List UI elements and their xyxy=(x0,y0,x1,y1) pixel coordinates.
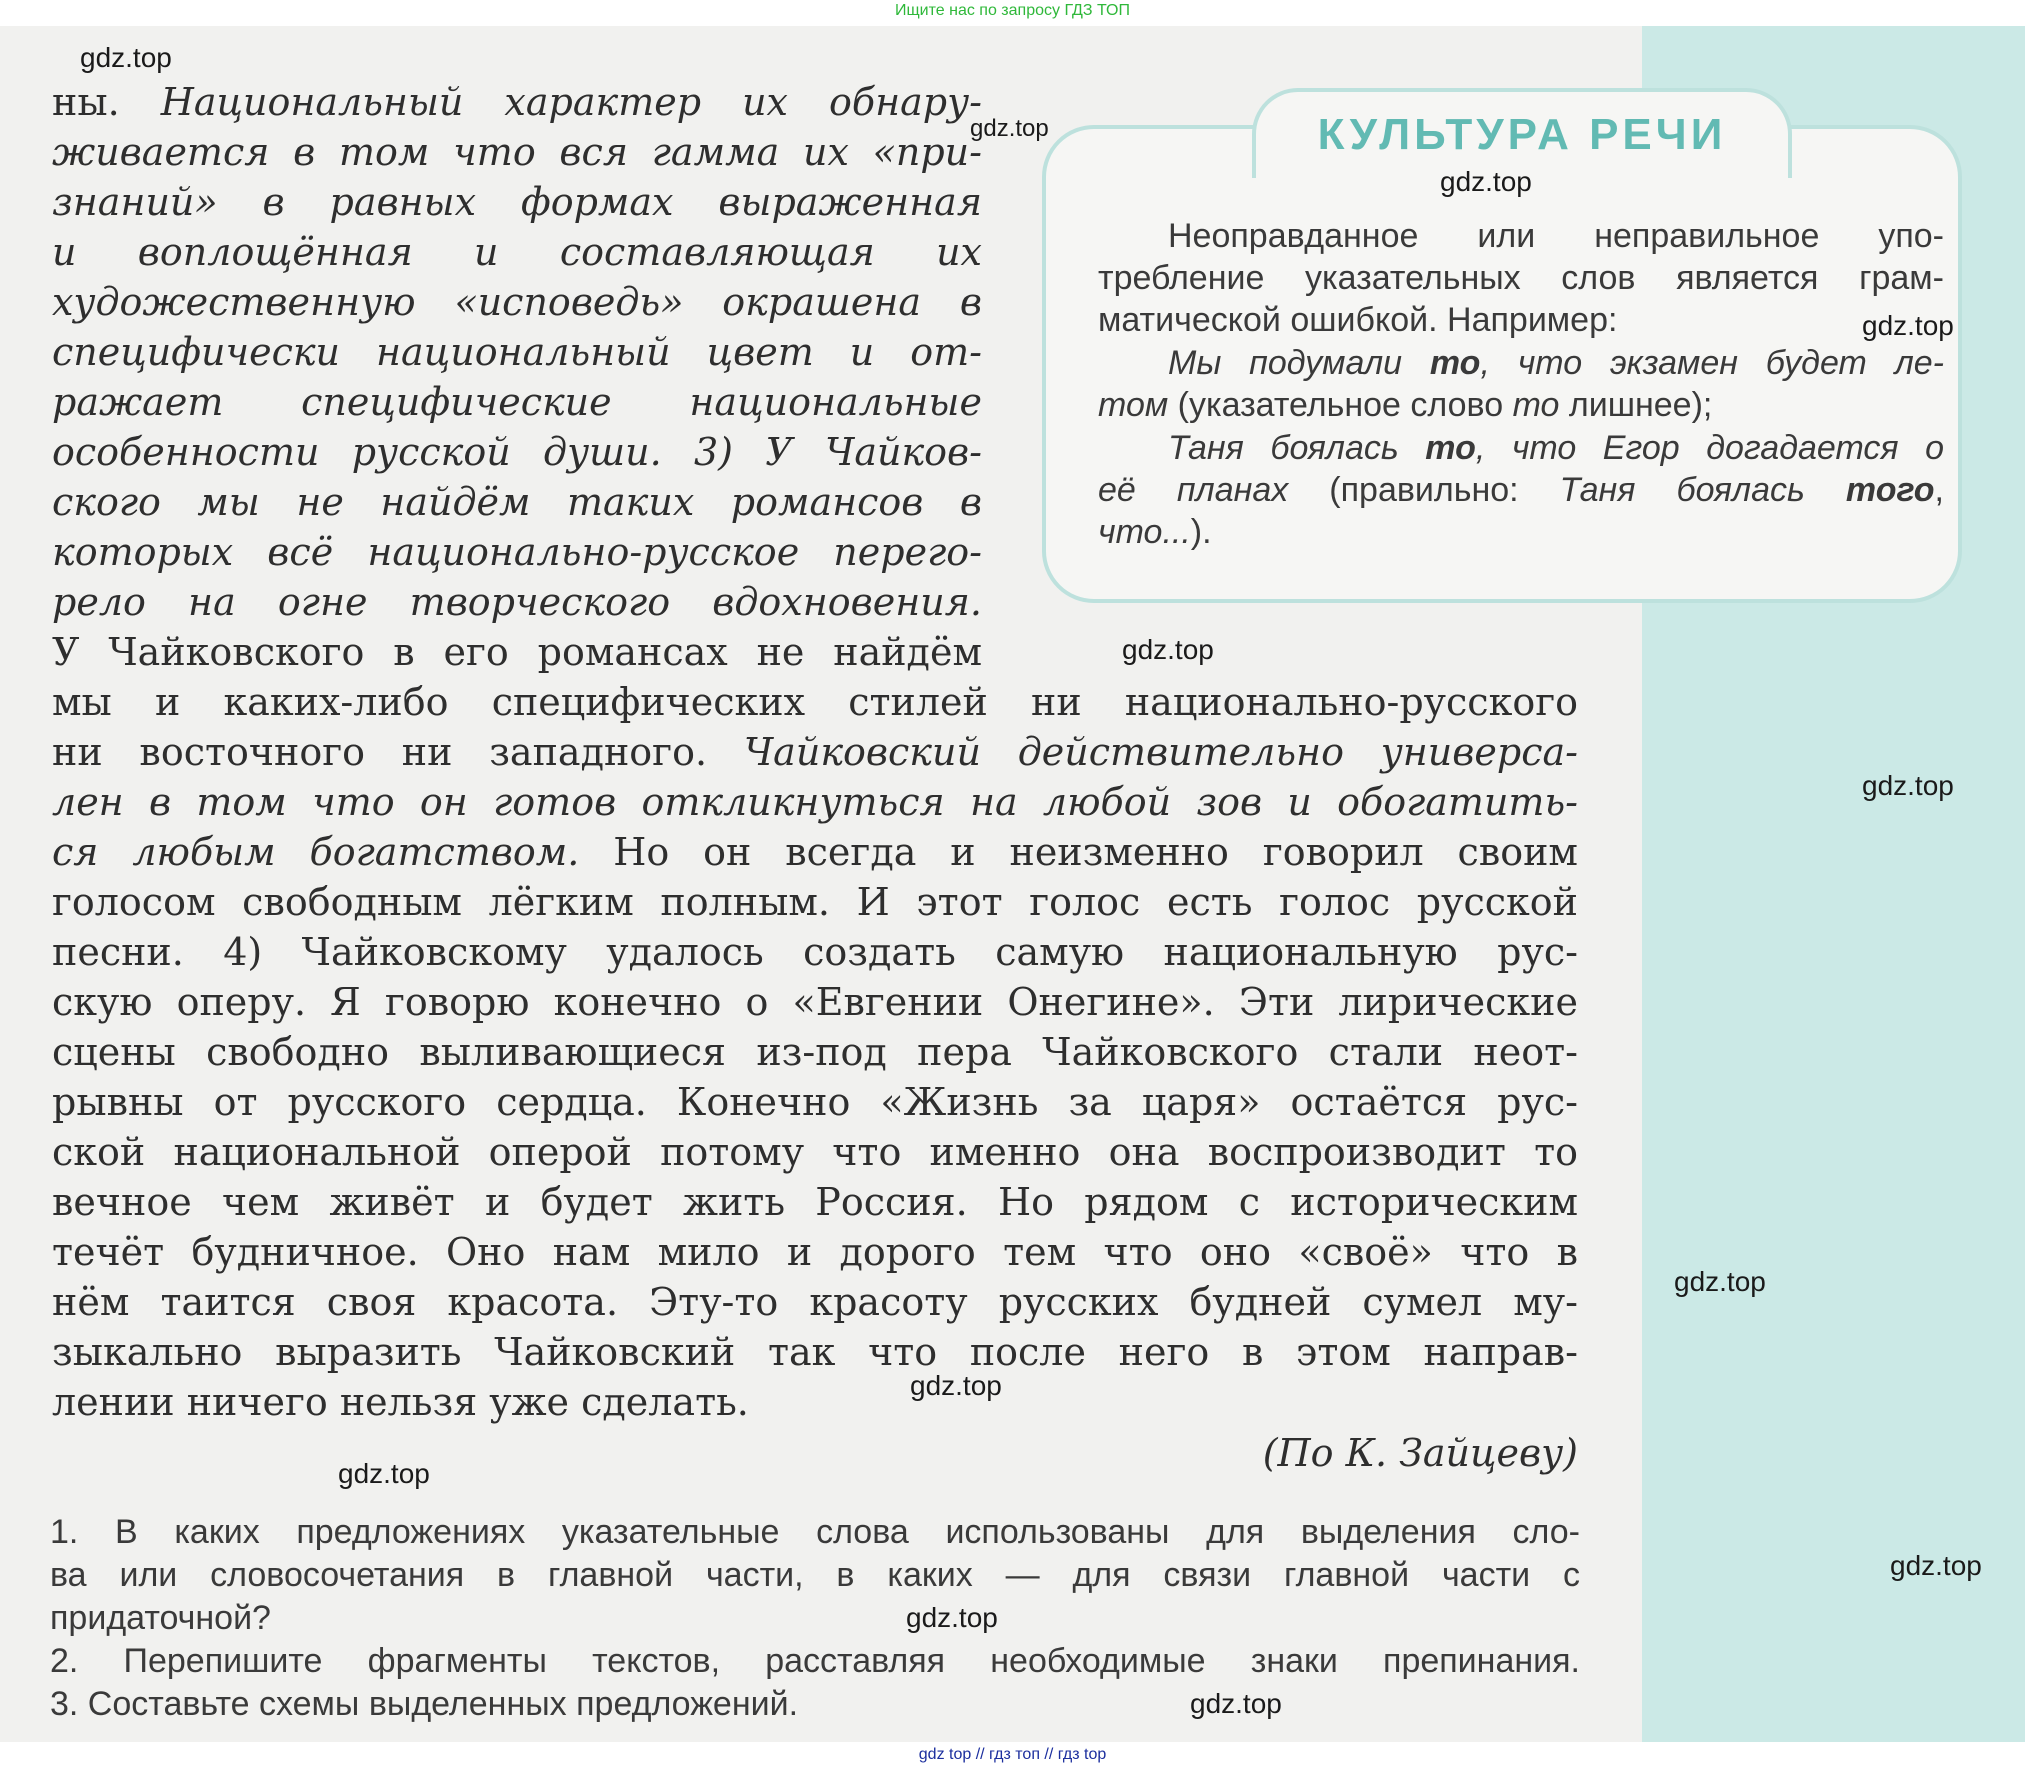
example-text: что... xyxy=(1098,513,1191,551)
question-line: 1. В каких предложениях указательные слова использованы для выделения сло- xyxy=(50,1513,1580,1551)
example-text: том xyxy=(1098,386,1169,424)
example-text: , что экзамен будет ле- xyxy=(1480,344,1944,382)
question-line: придаточной? xyxy=(50,1599,271,1637)
source-attribution: (По К. Зайцеву) xyxy=(1262,1431,1578,1475)
text-line: лен в том что он готов откликнуться на любой зов и обогатить- xyxy=(52,780,1578,824)
text-line: рывны от русского сердца. Конечно «Жизнь за царя» остаётся рус- xyxy=(52,1080,1578,1124)
callout-line xyxy=(1098,384,1944,426)
watermark: gdz.top xyxy=(1862,770,1954,801)
callout-line xyxy=(1098,511,1944,553)
text-line: зыкально выразить Чайковский так что после него в этом направ- xyxy=(52,1330,1578,1374)
text-line: ского мы не найдём таких романсов в xyxy=(52,480,982,524)
text-fragment: ся любым богатством. xyxy=(52,830,614,874)
watermark: gdz.top xyxy=(1440,166,1532,197)
question-line: 2. Перепишите фрагменты текстов, расставляя необходимые знаки препинания. xyxy=(50,1642,1580,1680)
text-fragment: ны. xyxy=(52,80,161,124)
highlighted-word: то xyxy=(1425,429,1476,467)
text-line xyxy=(52,78,982,126)
text-line: рело на огне творческого вдохновения. xyxy=(52,580,982,624)
text-line: знаний» в равных формах выраженная xyxy=(52,180,982,224)
text-line: нём таится своя красота. Эту-то красоту русских будней сумел му- xyxy=(52,1280,1578,1324)
text-line: живается в том что вся гамма их «при- xyxy=(52,130,982,174)
example-text: Таня боялась xyxy=(1168,429,1426,467)
text-line: ской национальной оперой потому что именно она воспроизводит то xyxy=(52,1130,1578,1174)
text-fragment: Но он всегда и неизменно говорил своим xyxy=(613,830,1578,874)
watermark: gdz.top xyxy=(1862,310,1954,341)
example-text: Мы подумали xyxy=(1168,344,1430,382)
callout-line: матической ошибкой. Например: xyxy=(1098,301,1618,339)
watermark: gdz.top xyxy=(1674,1266,1766,1297)
highlighted-word: то xyxy=(1512,386,1560,424)
callout-line: Неоправданное или неправильное упо- xyxy=(1168,217,1944,255)
text-fragment: Чайковский действительно универса- xyxy=(743,730,1578,774)
example-text: Таня боялась xyxy=(1559,471,1846,509)
example-text: её планах xyxy=(1098,471,1289,509)
text-line: скую оперу. Я говорю конечно о «Евгении Онегине». Эти лирические xyxy=(52,980,1578,1024)
text-fragment: 3) У Чайков- xyxy=(693,430,982,474)
comment-text: ). xyxy=(1190,513,1212,551)
highlighted-word: то xyxy=(1429,344,1481,382)
top-banner[interactable]: Ищите нас по запросу ГДЗ ТОП xyxy=(895,2,1130,19)
text-line: и воплощённая и составляющая их xyxy=(52,230,982,274)
watermark: gdz.top xyxy=(1890,1550,1982,1581)
watermark: gdz.top xyxy=(338,1458,430,1489)
text-line: специфически национальный цвет и от- xyxy=(52,330,982,374)
text-line: лении ничего нельзя уже сделать. xyxy=(52,1380,749,1424)
comment-text: (указательное слово xyxy=(1168,386,1513,424)
text-line: У Чайковского в его романсах не найдём xyxy=(52,630,982,674)
text-line: которых всё национально-русское перего- xyxy=(52,530,982,574)
question-line: ва или словосочетания в главной части, в каких — для связи главной части с xyxy=(50,1556,1580,1594)
callout-line xyxy=(1098,469,1944,511)
text-line: вечное чем живёт и будет жить Россия. Но рядом с историческим xyxy=(52,1180,1578,1224)
highlighted-word: того xyxy=(1845,471,1935,509)
text-line: течёт будничное. Оно нам мило и дорого тем что оно «своё» что в xyxy=(52,1230,1578,1274)
example-text: , что Егор догадается о xyxy=(1475,429,1944,467)
comment-text: лишнее); xyxy=(1559,386,1713,424)
comment-text: (правильно: xyxy=(1288,471,1560,509)
watermark: gdz.top xyxy=(1190,1688,1282,1719)
text-line: ражает специфические национальные xyxy=(52,380,982,424)
watermark: gdz.top xyxy=(970,115,1049,142)
text-line xyxy=(52,728,1578,776)
text-line: художественную «исповедь» окрашена в xyxy=(52,280,982,324)
text-line xyxy=(52,828,1578,876)
bottom-banner[interactable]: gdz top // гдз топ // гдз top xyxy=(918,1746,1107,1763)
text-line: сцены свободно выливающиеся из-под пера Чайковского стали неот- xyxy=(52,1030,1578,1074)
callout-line xyxy=(1168,342,1944,384)
watermark: gdz.top xyxy=(910,1370,1002,1401)
question-line: 3. Составьте схемы выделенных предложений. xyxy=(50,1685,799,1723)
watermark: gdz.top xyxy=(80,42,172,73)
text-line: песни. 4) Чайковскому удалось создать самую национальную рус- xyxy=(52,930,1578,974)
watermark: gdz.top xyxy=(1122,634,1214,665)
text-line: мы и каких-либо специфических стилей ни национально-русского xyxy=(52,680,1578,724)
watermark: gdz.top xyxy=(906,1602,998,1633)
text-line xyxy=(52,428,982,476)
text-line: голосом свободным лёгким полным. И этот голос есть голос русской xyxy=(52,880,1578,924)
comment-text: , xyxy=(1934,471,1944,509)
callout-line xyxy=(1168,427,1944,469)
text-fragment: ни восточного ни западного. xyxy=(52,730,744,774)
text-fragment: особенности русской души. xyxy=(52,430,694,474)
callout-line: требление указательных слов является грам- xyxy=(1098,259,1944,297)
speech-culture-title: КУЛЬТУРА РЕЧИ xyxy=(1317,110,1727,159)
text-fragment: Национальный характер их обнару- xyxy=(160,80,982,124)
